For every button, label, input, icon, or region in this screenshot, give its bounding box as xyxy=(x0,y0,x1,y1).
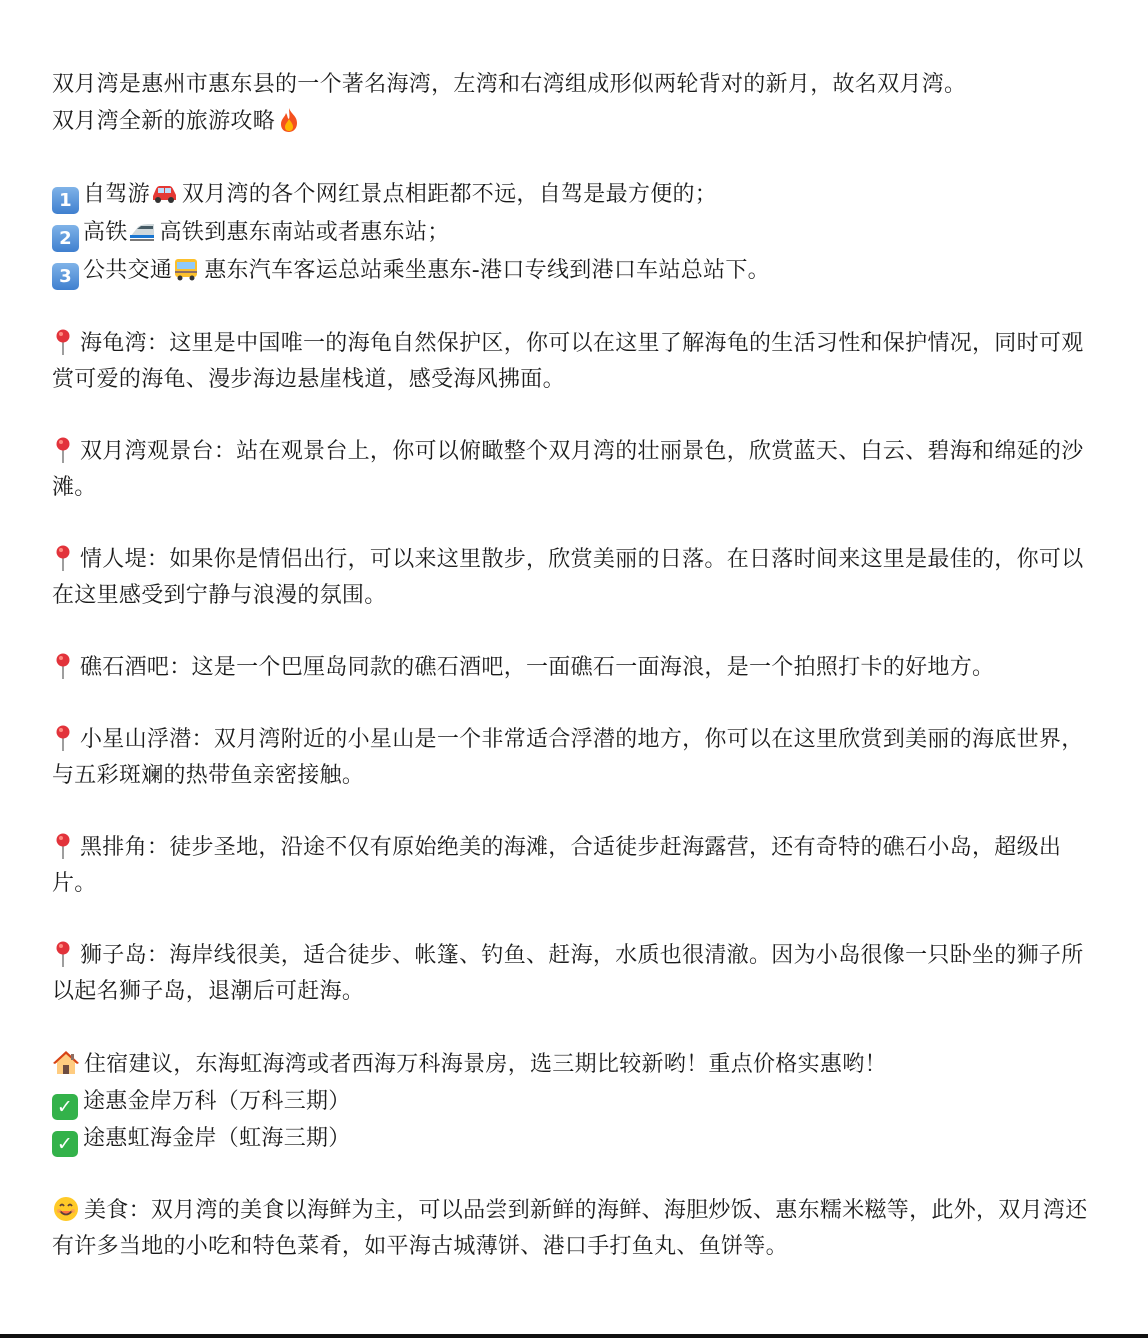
lodging-option-text: 途惠金岸万科（万科三期） xyxy=(83,1089,351,1114)
spot-reef-bar xyxy=(52,650,1092,686)
spot-name: 小星山浮潜 xyxy=(80,727,192,752)
spot-lovers-embankment xyxy=(52,542,1092,614)
keycap-3-icon: 3 xyxy=(52,263,79,290)
pin-icon xyxy=(52,832,74,860)
transport-item-2 xyxy=(52,214,1092,252)
lodging-advice xyxy=(52,1046,1092,1083)
lodging-option xyxy=(52,1083,1092,1120)
food-text: 美食：双月湾的美食以海鲜为主，可以品尝到新鲜的海鲜、海胆炒饭、惠东糯米糍等，此外，双月湾还有许多当地的小吃和特色菜肴，如平海古城薄饼、港口手打鱼丸、鱼饼等。 xyxy=(52,1198,1088,1259)
lodging-text: 住宿建议，东海虹海湾或者西海万科海景房，选三期比较新哟！重点价格实惠哟！ xyxy=(84,1052,887,1077)
transport-text: 双月湾的各个网红景点相距都不远，自驾是最方便的； xyxy=(181,182,718,207)
spot-description: ：这里是中国唯一的海龟自然保护区，你可以在这里了解海龟的生活习性和保护情况，同时可观赏可爱的海龟、漫步海边悬崖栈道，感受海风拂面。 xyxy=(52,331,1084,392)
house-icon xyxy=(52,1049,80,1077)
transport-item-1 xyxy=(52,176,1092,214)
spot-name: 双月湾观景台 xyxy=(80,439,214,464)
intro-line-1: 双月湾是惠州市惠东县的一个著名海湾，左湾和右湾组成形似两轮背对的新月，故名双月湾。 xyxy=(52,72,967,97)
spot-name: 狮子岛 xyxy=(80,943,147,968)
spot-description: ：海岸线很美，适合徒步、帐篷、钓鱼、赶海，水质也很清澈。因为小岛很像一只卧坐的狮子所以起名狮子岛，退潮后可赶海。 xyxy=(52,943,1084,1004)
transport-label: 高铁 xyxy=(83,220,128,245)
pin-icon xyxy=(52,652,74,680)
article-body xyxy=(52,66,1092,1265)
bottom-divider xyxy=(0,1334,1148,1338)
food-section xyxy=(52,1193,1092,1265)
car-icon xyxy=(150,179,178,207)
transport-text: 高铁到惠东南站或者惠东站； xyxy=(159,220,450,245)
pin-icon xyxy=(52,940,74,968)
spot-heipaijiao xyxy=(52,830,1092,902)
spot-viewing-platform xyxy=(52,434,1092,506)
check-icon: ✓ xyxy=(52,1131,78,1157)
pin-icon xyxy=(52,724,74,752)
transport-item-3 xyxy=(52,252,1092,290)
spot-description: ：如果你是情侣出行，可以来这里散步，欣赏美丽的日落。在日落时间来这里是最佳的，你可以在这里感受到宁静与浪漫的氛围。 xyxy=(52,547,1084,608)
intro-line-2 xyxy=(52,103,1092,140)
intro-title: 双月湾全新的旅游攻略 xyxy=(52,109,276,134)
check-icon: ✓ xyxy=(52,1094,78,1120)
spot-description: ：徒步圣地，沿途不仅有原始绝美的海滩，合适徒步赶海露营，还有奇特的礁石小岛，超级出片。 xyxy=(52,835,1062,896)
transport-label: 公共交通 xyxy=(83,258,173,283)
spot-description: ：站在观景台上，你可以俯瞰整个双月湾的壮丽景色，欣赏蓝天、白云、碧海和绵延的沙滩。 xyxy=(52,439,1084,500)
lodging-option xyxy=(52,1120,1092,1157)
spot-name: 礁石酒吧 xyxy=(80,655,170,680)
pin-icon xyxy=(52,436,74,464)
spot-name: 情人堤 xyxy=(80,547,147,572)
spot-name: 海龟湾 xyxy=(80,331,147,356)
fire-icon xyxy=(275,106,303,134)
keycap-1-icon: 1 xyxy=(52,187,79,214)
keycap-2-icon: 2 xyxy=(52,225,79,252)
spot-name: 黑排角 xyxy=(80,835,147,860)
pin-icon xyxy=(52,328,74,356)
spot-description: ：这是一个巴厘岛同款的礁石酒吧，一面礁石一面海浪，是一个拍照打卡的好地方。 xyxy=(169,655,995,680)
transport-label: 自驾游 xyxy=(83,182,150,207)
spot-snorkeling xyxy=(52,722,1092,794)
transport-text: 惠东汽车客运总站乘坐惠东-港口专线到港口车站总站下。 xyxy=(204,258,770,283)
spot-lion-island xyxy=(52,938,1092,1010)
spot-description: ：双月湾附近的小星山是一个非常适合浮潜的地方，你可以在这里欣赏到美丽的海底世界，与五彩斑斓的热带鱼亲密接触。 xyxy=(52,727,1084,788)
train-icon xyxy=(128,217,156,245)
smiling-face-icon xyxy=(52,1195,80,1223)
pin-icon xyxy=(52,544,74,572)
lodging-option-text: 途惠虹海金岸（虹海三期） xyxy=(83,1126,351,1151)
spot-haiguiwan xyxy=(52,326,1092,398)
bus-icon xyxy=(172,255,200,283)
